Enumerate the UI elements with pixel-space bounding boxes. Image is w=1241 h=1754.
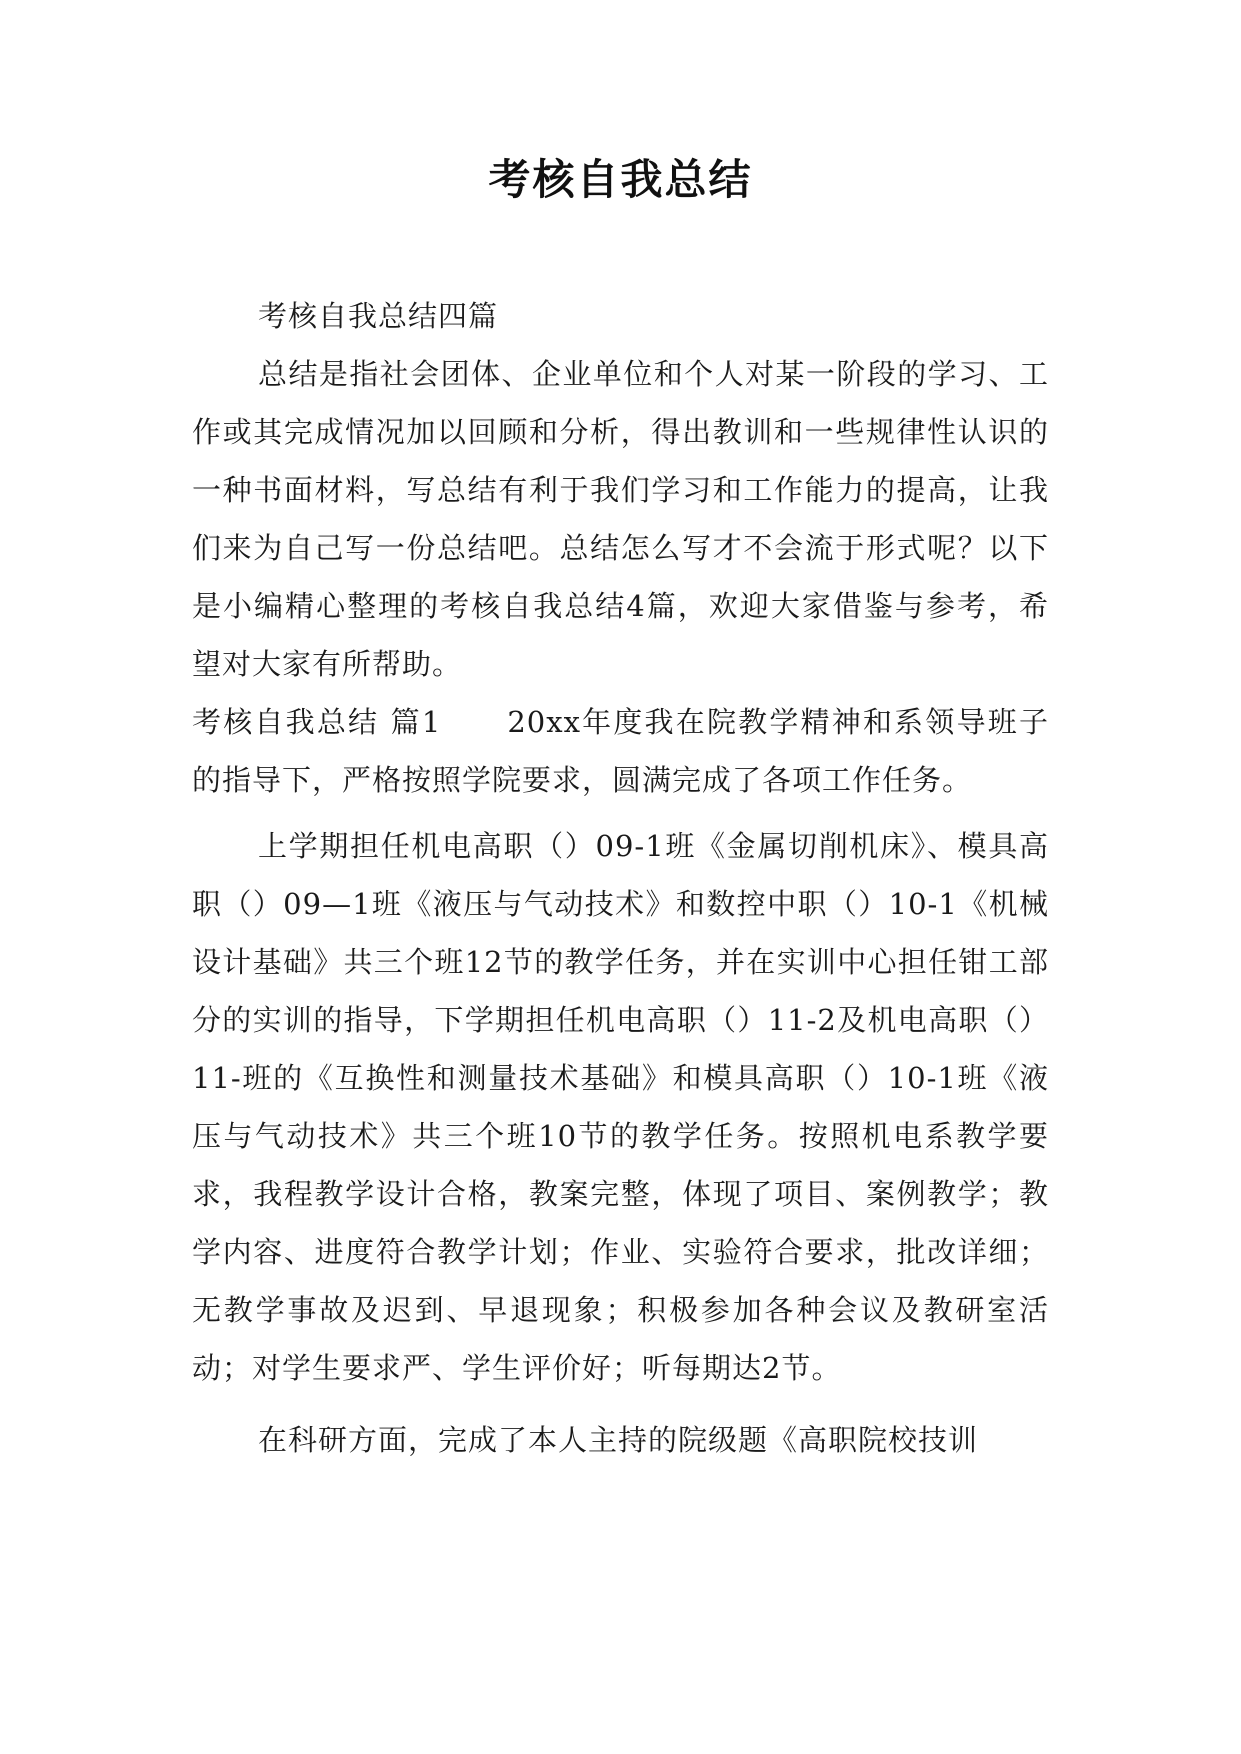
section-paragraph xyxy=(192,693,1049,809)
document-body xyxy=(192,287,1049,1469)
research-paragraph: 在科研方面，完成了本人主持的院级题《高职院校技训 xyxy=(258,1423,979,1457)
page-title: 考核自我总结 xyxy=(488,155,753,204)
teaching-paragraph: 上学期担任机电高职（）09-1班《金属切削机床》、模具高职（）09—1班《液压与气动技术》和数控中职（）10-1《机械设计基础》共三个班12节的教学任务，并在实训中心担任钳工部分的实训的指导，下学期担任机电高职（）11-2及机电高职（）11-班的《互换性和测量技术基础》和模具高职（）10-1班《液压与气动技术》共三个班10节的教学任务。按照机电系教学要求，我程教学设计合格，教案完整，体现了项目、案例教学；教学内容、进度符合教学计划；作业、实验符合要求，批改详细；无教学事故及迟到、早退现象；积极参加各种会议及教研室活动；对学生要求严、学生评价好；听每期达2节。 xyxy=(192,829,1049,1385)
subtitle-paragraph: 考核自我总结四篇 xyxy=(258,299,499,333)
intro-paragraph: 总结是指社会团体、企业单位和个人对某一阶段的学习、工作或其完成情况加以回顾和分析，得出教训和一些规律性认识的一种书面材料，写总结有利于我们学习和工作能力的提高，让我们来为自己写一份总结吧。总结怎么写才不会流于形式呢？以下是小编精心整理的考核自我总结4篇，欢迎大家借鉴与参考，希望对大家有所帮助。 xyxy=(192,357,1049,681)
section-heading: 考核自我总结 篇1 xyxy=(192,705,442,739)
section-body: 20xx年度我在院教学精神和系领导班子的指导下，严格按照学院要求，圆满完成了各项工作任务。 xyxy=(192,705,1049,797)
